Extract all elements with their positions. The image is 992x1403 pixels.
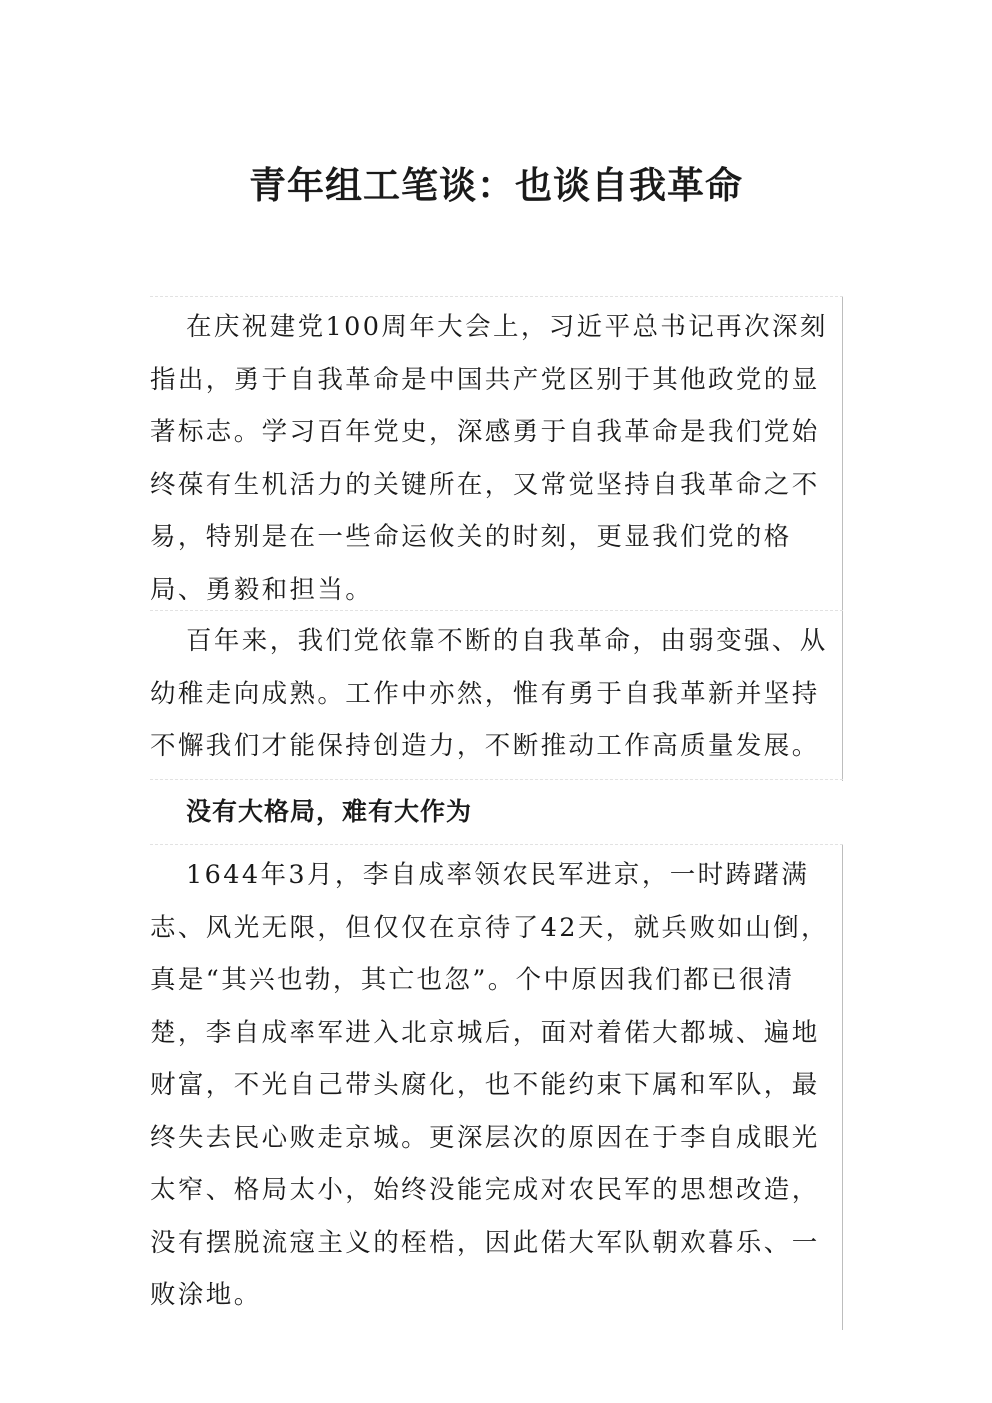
paragraph-block xyxy=(150,844,843,1310)
paragraph-block xyxy=(150,296,843,610)
paragraph-3: 1644年3月，李自成率领农民军进京，一时踌躇满志、风光无限，但仅仅在京待了42天，就兵败如山倒，真是“其兴也勃，其亡也忽”。个中原因我们都已很清楚，李自成率军进入北京城后，面对着偌大都城、遍地财富，不光自己带头腐化，也不能约束下属和军队，最终失去民心败走京城。更深层次的原因在于李自成眼光太窄、格局太小，始终没能完成对农民军的思想改造，没有摆脱流寇主义的桎梏，因此偌大军队朝欢暮乐、一败涂地。 xyxy=(150,845,843,1330)
document-body xyxy=(150,296,843,1310)
paragraph-2: 百年来，我们党依靠不断的自我革命，由弱变强、从幼稚走向成熟。工作中亦然，惟有勇于自我革新并坚持不懈我们才能保持创造力，不断推动工作高质量发展。 xyxy=(150,611,843,781)
section-heading-block xyxy=(150,779,843,844)
paragraph-1: 在庆祝建党100周年大会上，习近平总书记再次深刻指出，勇于自我革命是中国共产党区别于其他政党的显著标志。学习百年党史，深感勇于自我革命是我们党始终葆有生机活力的关键所在，又常觉坚持自我革命之不易，特别是在一些命运攸关的时刻，更显我们党的格局、勇毅和担当。 xyxy=(150,297,843,624)
section-heading: 没有大格局，难有大作为 xyxy=(186,797,473,826)
paragraph-block xyxy=(150,610,843,779)
page-title: 青年组工笔谈：也谈自我革命 xyxy=(249,163,743,207)
